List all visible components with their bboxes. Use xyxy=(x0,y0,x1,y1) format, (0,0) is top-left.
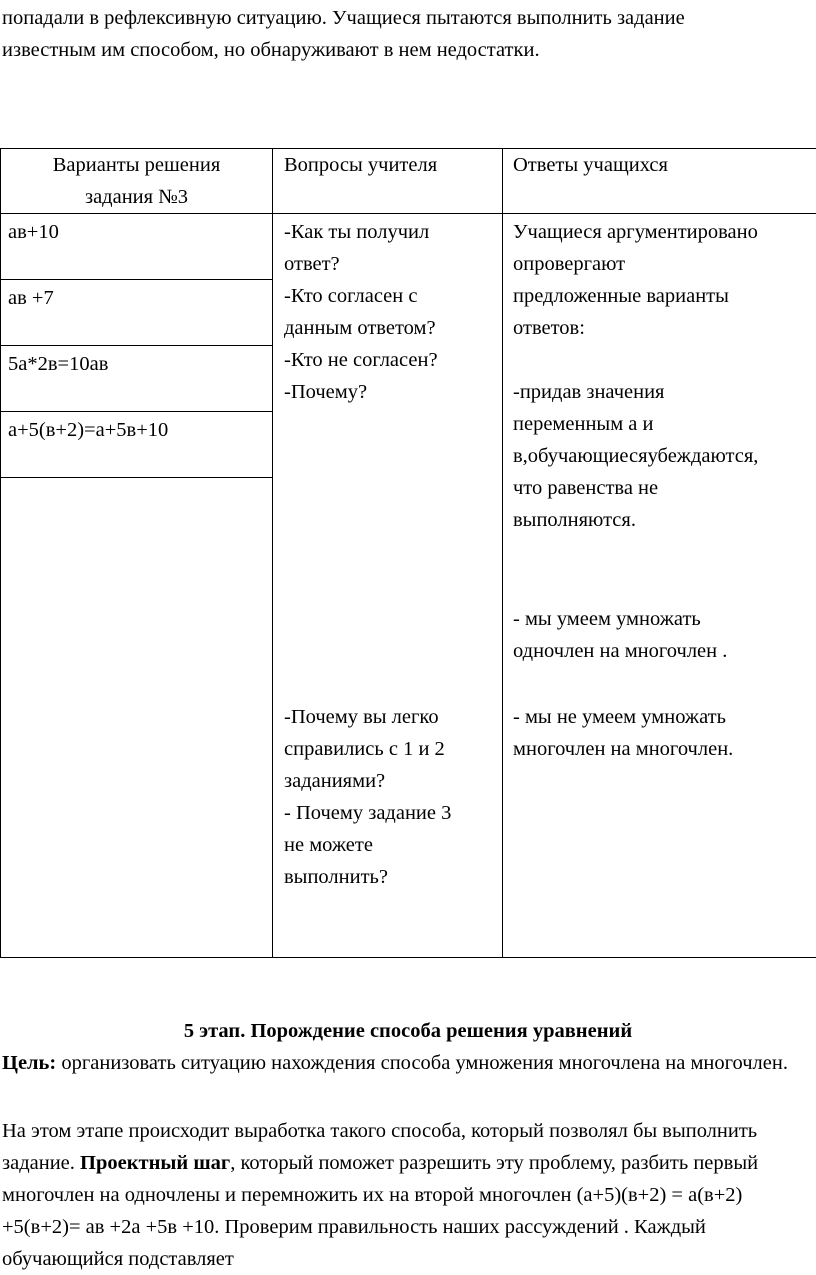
answer-line: -придав значения xyxy=(513,381,665,403)
table-border xyxy=(0,279,273,280)
question-line: -Кто согласен с xyxy=(284,285,418,307)
answer-line: одночлен на многочлен . xyxy=(513,640,728,662)
table-border xyxy=(0,213,816,214)
header-variants xyxy=(1,149,272,213)
answer-line: - мы умеем умножать xyxy=(513,608,701,630)
answer-line: ответов: xyxy=(513,317,585,339)
header-student-answers: Ответы учащихся xyxy=(513,154,668,176)
variant-cell: ав +7 xyxy=(8,287,54,309)
answer-line: в,обучающиесяубеждаются, xyxy=(513,445,759,467)
paragraph-text: На этом этапе происходит выработка такого способа, который позволял бы выполнить задание. xyxy=(2,1120,758,1174)
header-text: задания №3 xyxy=(84,186,189,208)
student-answers-block xyxy=(513,603,815,667)
answer-line: что равенства не xyxy=(513,477,659,499)
lesson-table xyxy=(0,148,816,958)
table-border xyxy=(0,957,816,958)
paragraph-text: , который поможет разрешить эту проблему, разбить первый многочлен на одночлены и перемножить их на второй многочлен (а+5)(в+2) = а(в+2) +5(в+2)= ав +2а +5в +10. Проверим правильность наших рассуждений . Каждый обучающийся подставляет xyxy=(2,1152,759,1270)
question-line: выполнить? xyxy=(284,866,388,888)
table-border xyxy=(0,345,273,346)
table-border xyxy=(0,148,1,958)
header-teacher-questions: Вопросы учителя xyxy=(284,154,438,176)
intro-paragraph xyxy=(2,2,814,66)
variant-cell: а+5(в+2)=а+5в+10 xyxy=(8,419,169,441)
student-answers-block xyxy=(513,216,815,536)
goal-label: Цель: xyxy=(2,1052,57,1074)
spacer xyxy=(513,344,815,376)
question-line: - Почему задание 3 xyxy=(284,802,452,824)
table-border xyxy=(0,411,273,412)
question-line: справились с 1 и 2 xyxy=(284,738,445,760)
question-line: заданиями? xyxy=(284,770,386,792)
answer-line: Учащиеся аргументировано xyxy=(513,221,758,243)
table-border xyxy=(502,148,503,958)
student-answers-block xyxy=(513,701,815,765)
goal-paragraph xyxy=(2,1047,812,1079)
answer-line: переменным а и xyxy=(513,413,654,435)
answer-line: предложенные варианты xyxy=(513,285,729,307)
teacher-questions-block xyxy=(284,216,500,408)
answer-line: опровергают xyxy=(513,253,626,275)
variant-cell: ав+10 xyxy=(8,221,59,243)
stage-title: 5 этап. Порождение способа решения уравнений xyxy=(183,1020,633,1042)
table-border xyxy=(272,148,273,958)
question-line: -Почему? xyxy=(284,381,368,403)
answer-line: - мы не умеем умножать xyxy=(513,706,726,728)
paragraph-bold-term: Проектный шаг xyxy=(80,1152,231,1174)
body-paragraph xyxy=(2,1115,814,1275)
intro-line: известным им способом, но обнаруживают в нем недостатки. xyxy=(2,39,540,61)
question-line: данным ответом? xyxy=(284,317,436,339)
question-line: -Как ты получил xyxy=(284,221,430,243)
question-line: не можете xyxy=(284,834,373,856)
header-text: Варианты решения xyxy=(52,154,221,176)
answer-line: многочлен на многочлен. xyxy=(513,738,734,760)
table-border xyxy=(0,477,273,478)
question-line: -Почему вы легко xyxy=(284,706,439,728)
goal-text: организовать ситуацию нахождения способа умножения многочлена на многочлен. xyxy=(56,1052,788,1074)
question-line: ответ? xyxy=(284,253,340,275)
teacher-questions-block xyxy=(284,701,500,893)
variant-cell: 5а*2в=10ав xyxy=(8,353,109,375)
intro-line: попадали в рефлексивную ситуацию. Учащиеся пытаются выполнить задание xyxy=(2,7,685,29)
answer-line: выполняются. xyxy=(513,509,636,531)
question-line: -Кто не согласен? xyxy=(284,349,438,371)
